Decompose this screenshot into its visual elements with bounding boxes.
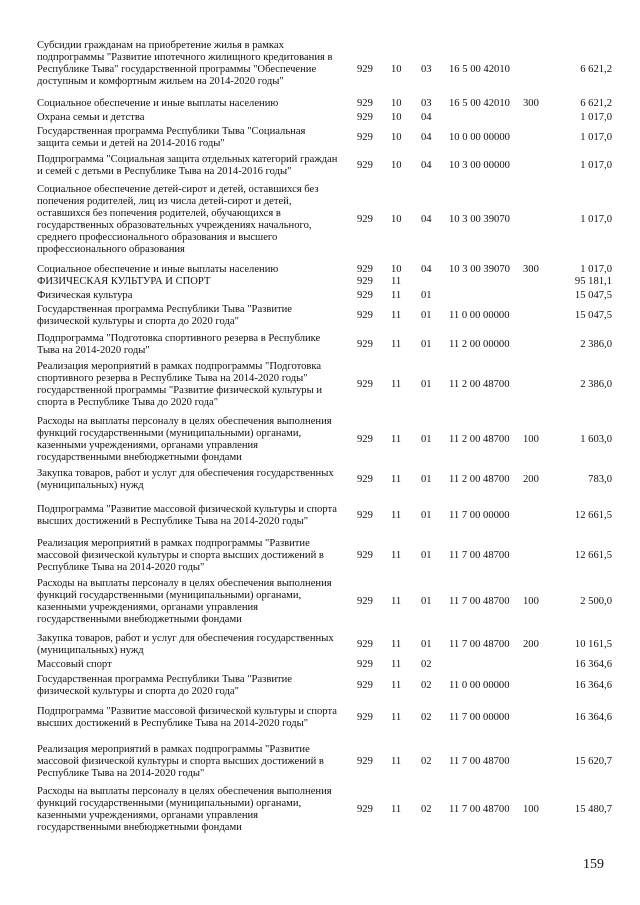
cell-sum: 10 161,5 — [574, 639, 612, 650]
cell-adm: 929 — [357, 639, 373, 650]
cell-pr: 01 — [421, 290, 432, 301]
row-name: Подпрограмма "Подготовка спортивного резерва в Республике Тыва на 2014-2020 годы" — [37, 333, 321, 356]
row-name: Массовый спорт — [37, 659, 112, 670]
cell-rz: 11 — [391, 680, 402, 691]
cell-sum: 16 364,6 — [574, 680, 612, 691]
cell-csr: 11 7 00 48700 — [449, 756, 510, 767]
cell-adm: 929 — [357, 264, 373, 275]
cell-pr: 04 — [421, 112, 432, 123]
cell-rz: 10 — [391, 64, 402, 75]
cell-adm: 929 — [357, 160, 373, 171]
cell-adm: 929 — [357, 474, 373, 485]
row-name: Расходы на выплаты персоналу в целях обеспечения выполнения функций государственными (муниципальными) органами, казенными учреждениями, органами управления государственными внебюджетными фондами — [37, 578, 332, 625]
cell-rz: 11 — [391, 379, 402, 390]
cell-csr: 10 3 00 39070 — [449, 264, 510, 275]
cell-sum: 95 181,1 — [574, 276, 612, 287]
cell-vr: 200 — [523, 474, 539, 485]
cell-sum: 1 017,0 — [580, 214, 612, 225]
cell-sum: 1 017,0 — [580, 264, 612, 275]
cell-csr: 11 7 00 48700 — [449, 596, 510, 607]
row-name: Социальное обеспечение детей-сирот и детей, оставшихся без попечения родителей, лиц из числа детей-сирот и детей, оставшихся без попечения родителей, обучающихся в государственных образовательных учреждениях начального, среднего профессионального образования и высшего профессионального образования — [37, 184, 319, 255]
cell-adm: 929 — [357, 112, 373, 123]
cell-rz: 11 — [391, 434, 402, 445]
cell-vr: 200 — [523, 639, 539, 650]
cell-sum: 15 480,7 — [574, 804, 612, 815]
cell-adm: 929 — [357, 756, 373, 767]
cell-rz: 11 — [391, 510, 402, 521]
cell-csr: 11 7 00 48700 — [449, 550, 510, 561]
cell-rz: 10 — [391, 264, 402, 275]
cell-csr: 11 7 00 00000 — [449, 510, 510, 521]
cell-vr: 100 — [523, 804, 539, 815]
cell-pr: 01 — [421, 639, 432, 650]
cell-pr: 04 — [421, 214, 432, 225]
row-name: Реализация мероприятий в рамках подпрограммы "Развитие массовой физической культуры и спорта высших достижений в Республике Тыва на 2014-2020 годы" — [37, 744, 324, 779]
cell-pr: 02 — [421, 712, 432, 723]
cell-adm: 929 — [357, 379, 373, 390]
cell-sum: 16 364,6 — [574, 659, 612, 670]
cell-adm: 929 — [357, 596, 373, 607]
row-name: Социальное обеспечение и иные выплаты населению — [37, 98, 279, 109]
cell-adm: 929 — [357, 290, 373, 301]
cell-csr: 11 7 00 48700 — [449, 804, 510, 815]
cell-rz: 10 — [391, 132, 402, 143]
cell-adm: 929 — [357, 434, 373, 445]
row-name: Физическая культура — [37, 290, 133, 301]
cell-adm: 929 — [357, 214, 373, 225]
cell-csr: 11 7 00 00000 — [449, 712, 510, 723]
row-name: Социальное обеспечение и иные выплаты населению — [37, 264, 279, 275]
cell-pr: 01 — [421, 434, 432, 445]
cell-rz: 11 — [391, 712, 402, 723]
cell-csr: 10 3 00 00000 — [449, 160, 510, 171]
cell-adm: 929 — [357, 276, 373, 287]
cell-adm: 929 — [357, 680, 373, 691]
row-name: Реализация мероприятий в рамках подпрограммы "Подготовка спортивного резерва в Республике Тыва на 2014-2020 годы" государственной программы "Развитие физической культуры и спорта в Республике Тыва до 2020 года" — [37, 361, 323, 408]
cell-adm: 929 — [357, 64, 373, 75]
cell-rz: 11 — [391, 339, 402, 350]
cell-rz: 11 — [391, 596, 402, 607]
cell-csr: 10 3 00 39070 — [449, 214, 510, 225]
cell-rz: 11 — [391, 550, 402, 561]
cell-rz: 11 — [391, 310, 402, 321]
cell-vr: 300 — [523, 98, 539, 109]
cell-adm: 929 — [357, 339, 373, 350]
cell-sum: 1 017,0 — [580, 112, 612, 123]
cell-pr: 02 — [421, 756, 432, 767]
cell-pr: 02 — [421, 659, 432, 670]
row-name: Государственная программа Республики Тыва "Развитие физической культуры и спорта до 2020 года" — [37, 674, 293, 697]
cell-csr: 11 2 00 48700 — [449, 379, 510, 390]
row-name: Расходы на выплаты персоналу в целях обеспечения выполнения функций государственными (муниципальными) органами, казенными учреждениями, органами управления государственными внебюджетными фондами — [37, 786, 332, 833]
cell-pr: 01 — [421, 474, 432, 485]
cell-rz: 10 — [391, 160, 402, 171]
cell-vr: 100 — [523, 434, 539, 445]
row-name: Государственная программа Республики Тыва "Социальная защита семьи и детей на 2014-2016 годы" — [37, 126, 306, 149]
cell-pr: 03 — [421, 64, 432, 75]
cell-sum: 6 621,2 — [580, 98, 612, 109]
cell-csr: 11 2 00 48700 — [449, 434, 510, 445]
cell-rz: 10 — [391, 112, 402, 123]
cell-pr: 01 — [421, 339, 432, 350]
cell-sum: 12 661,5 — [574, 510, 612, 521]
row-name: Субсидии гражданам на приобретение жилья в рамках подпрограммы "Развитие ипотечного жилищного кредитования в Республике Тыва" государственной программы "Обеспечение доступным и комфортным жильем на 2014-2020 годы" — [37, 40, 333, 87]
cell-adm: 929 — [357, 98, 373, 109]
cell-rz: 11 — [391, 474, 402, 485]
cell-sum: 15 047,5 — [574, 310, 612, 321]
row-name: Подпрограмма "Развитие массовой физической культуры и спорта высших достижений в Республике Тыва на 2014-2020 годы" — [37, 706, 337, 729]
cell-sum: 1 017,0 — [580, 160, 612, 171]
page-number: 159 — [583, 857, 604, 872]
cell-sum: 2 386,0 — [580, 379, 612, 390]
cell-sum: 2 386,0 — [580, 339, 612, 350]
cell-sum: 15 047,5 — [574, 290, 612, 301]
cell-adm: 929 — [357, 310, 373, 321]
cell-csr: 11 7 00 48700 — [449, 639, 510, 650]
cell-csr: 11 2 00 48700 — [449, 474, 510, 485]
cell-pr: 01 — [421, 379, 432, 390]
cell-sum: 16 364,6 — [574, 712, 612, 723]
cell-sum: 6 621,2 — [580, 64, 612, 75]
cell-rz: 11 — [391, 756, 402, 767]
cell-pr: 04 — [421, 160, 432, 171]
row-name: Подпрограмма "Развитие массовой физической культуры и спорта высших достижений в Республике Тыва на 2014-2020 годы" — [37, 504, 337, 527]
cell-pr: 02 — [421, 804, 432, 815]
cell-pr: 03 — [421, 98, 432, 109]
cell-rz: 11 — [391, 290, 402, 301]
cell-adm: 929 — [357, 659, 373, 670]
cell-rz: 10 — [391, 214, 402, 225]
cell-sum: 1 017,0 — [580, 132, 612, 143]
cell-pr: 01 — [421, 550, 432, 561]
cell-sum: 15 620,7 — [574, 756, 612, 767]
cell-pr: 02 — [421, 680, 432, 691]
cell-adm: 929 — [357, 550, 373, 561]
cell-pr: 04 — [421, 132, 432, 143]
cell-rz: 11 — [391, 639, 402, 650]
cell-vr: 300 — [523, 264, 539, 275]
cell-sum: 12 661,5 — [574, 550, 612, 561]
cell-csr: 11 2 00 00000 — [449, 339, 510, 350]
cell-rz: 10 — [391, 98, 402, 109]
cell-csr: 10 0 00 00000 — [449, 132, 510, 143]
cell-rz: 11 — [391, 659, 402, 670]
row-name: Расходы на выплаты персоналу в целях обеспечения выполнения функций государственными (муниципальными) органами, казенными учреждениями, органами управления государственными внебюджетными фондами — [37, 416, 332, 463]
cell-sum: 1 603,0 — [580, 434, 612, 445]
row-name: Закупка товаров, работ и услуг для обеспечения государственных (муниципальных) нужд — [37, 633, 334, 656]
cell-sum: 2 500,0 — [580, 596, 612, 607]
cell-rz: 11 — [391, 276, 402, 287]
cell-pr: 04 — [421, 264, 432, 275]
cell-csr: 11 0 00 00000 — [449, 680, 510, 691]
row-name: Реализация мероприятий в рамках подпрограммы "Развитие массовой физической культуры и спорта высших достижений в Республике Тыва на 2014-2020 годы" — [37, 538, 324, 573]
cell-vr: 100 — [523, 596, 539, 607]
row-name: ФИЗИЧЕСКАЯ КУЛЬТУРА И СПОРТ — [37, 276, 211, 287]
cell-csr: 16 5 00 42010 — [449, 98, 510, 109]
row-name: Закупка товаров, работ и услуг для обеспечения государственных (муниципальных) нужд — [37, 468, 334, 491]
cell-pr: 01 — [421, 310, 432, 321]
cell-pr: 01 — [421, 510, 432, 521]
cell-rz: 11 — [391, 804, 402, 815]
row-name: Подпрограмма "Социальная защита отдельных категорий граждан и семей с детьми в Республике Тыва на 2014-2016 годы" — [37, 154, 338, 177]
cell-adm: 929 — [357, 132, 373, 143]
cell-csr: 16 5 00 42010 — [449, 64, 510, 75]
cell-sum: 783,0 — [588, 474, 612, 485]
cell-csr: 11 0 00 00000 — [449, 310, 510, 321]
row-name: Охрана семьи и детства — [37, 112, 145, 123]
cell-pr: 01 — [421, 596, 432, 607]
cell-adm: 929 — [357, 510, 373, 521]
cell-adm: 929 — [357, 712, 373, 723]
cell-adm: 929 — [357, 804, 373, 815]
row-name: Государственная программа Республики Тыва "Развитие физической культуры и спорта до 2020 года" — [37, 304, 293, 327]
